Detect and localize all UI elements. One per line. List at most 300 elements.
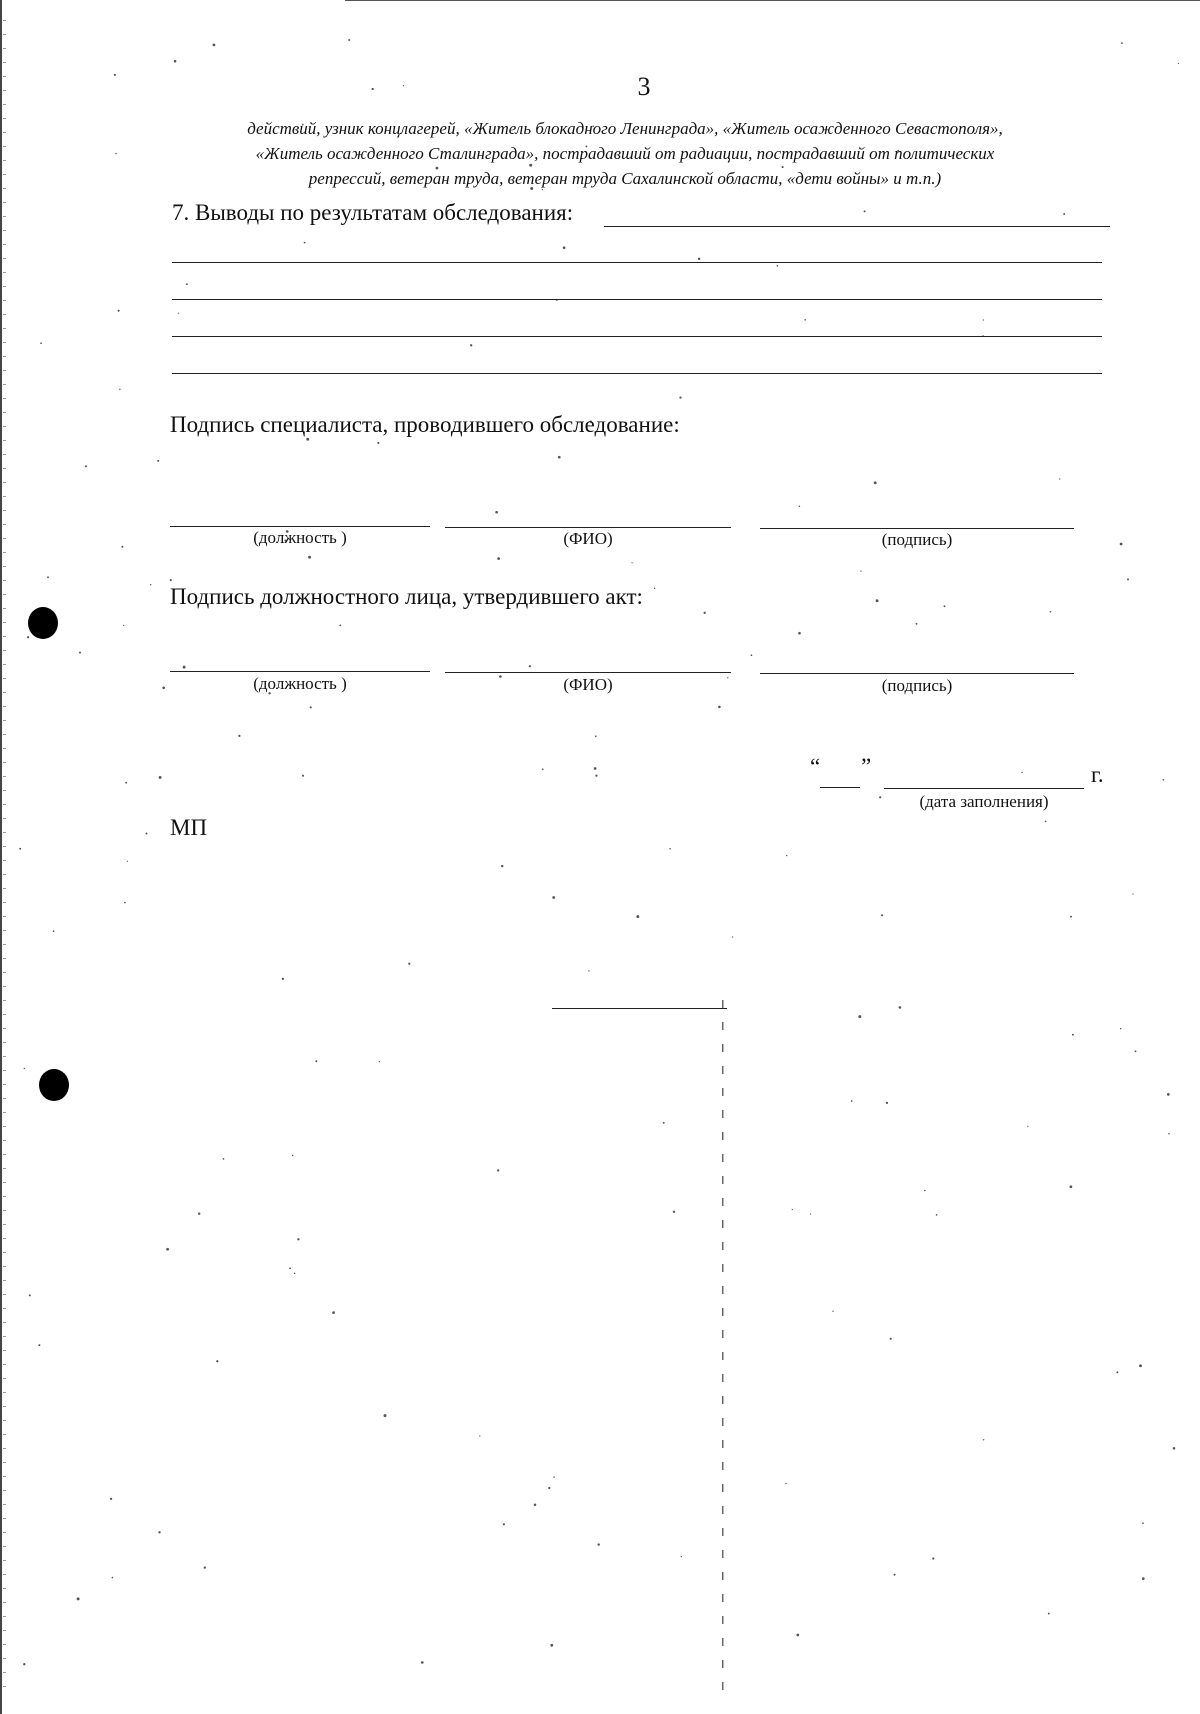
scan-speck [932, 1557, 934, 1559]
scan-speck [886, 1102, 888, 1104]
conclusions-line[interactable] [172, 336, 1102, 337]
edge-tick [3, 846, 6, 847]
scan-speck [304, 242, 306, 244]
scan-speck [213, 44, 216, 47]
scan-speck [1178, 63, 1179, 64]
edge-tick [3, 1644, 6, 1645]
edge-tick [3, 566, 6, 567]
scan-speck [119, 389, 120, 390]
scan-speck [916, 623, 918, 625]
conclusions-field[interactable] [604, 226, 1110, 227]
scan-speck [851, 1100, 853, 1102]
edge-tick [3, 622, 6, 623]
fold-mark [722, 1330, 724, 1338]
edge-tick [3, 1588, 6, 1589]
scan-speck [1072, 1034, 1074, 1036]
fold-mark [722, 1088, 724, 1096]
edge-tick [3, 314, 6, 315]
scan-speck [876, 599, 879, 602]
scan-speck [1070, 916, 1072, 918]
scan-speck [294, 1273, 295, 1274]
scan-speck [40, 342, 42, 344]
scan-speck [495, 511, 498, 514]
scan-speck [595, 775, 597, 777]
official-position-caption: (должность ) [253, 674, 347, 693]
scan-speck [799, 505, 801, 507]
scan-speck [631, 562, 632, 563]
edge-tick [3, 1126, 6, 1127]
edge-tick [3, 650, 6, 651]
scan-speck [894, 1574, 896, 1576]
edge-tick [3, 776, 6, 777]
scan-speck [127, 861, 128, 862]
edge-tick [3, 706, 6, 707]
edge-tick [3, 734, 6, 735]
fold-mark [722, 1044, 724, 1052]
edge-tick [3, 1616, 6, 1617]
scan-speck [183, 666, 186, 669]
scan-speck [302, 775, 304, 777]
category-note-line: действий, узник концлагерей, «Житель блокадного Ленинграда», «Житель осажденного Севастополя», [247, 119, 1003, 138]
fold-mark [722, 1572, 724, 1580]
specialist-signature-heading: Подпись специалиста, проводившего обследование: [170, 412, 680, 437]
scan-speck [663, 1122, 665, 1124]
edge-tick [3, 524, 6, 525]
scan-speck [785, 1483, 787, 1485]
scan-speck [158, 1531, 160, 1533]
scan-speck [53, 930, 55, 932]
fold-mark [722, 1176, 724, 1184]
edge-tick [3, 958, 6, 959]
fold-mark [722, 1660, 724, 1668]
fold-mark [722, 1440, 724, 1448]
edge-tick [3, 1014, 6, 1015]
edge-tick [3, 972, 6, 973]
edge-tick [3, 636, 6, 637]
scan-speck [118, 310, 120, 312]
scan-speck [553, 1476, 554, 1477]
edge-tick [3, 1196, 6, 1197]
fold-mark [722, 1132, 724, 1140]
edge-tick [3, 20, 6, 21]
scan-speck [479, 1435, 480, 1436]
scan-speck [339, 625, 341, 627]
scan-speck [1116, 1371, 1118, 1373]
scan-speck [1120, 1028, 1121, 1029]
fold-mark [722, 1616, 724, 1624]
edge-tick [3, 1672, 6, 1673]
scan-speck [310, 706, 312, 708]
scan-speck [890, 1338, 892, 1340]
edge-tick [3, 1042, 6, 1043]
fold-mark [722, 1242, 724, 1250]
fold-mark [722, 1418, 724, 1426]
scan-speck [159, 776, 162, 779]
scan-speck [421, 1661, 424, 1664]
edge-tick [3, 454, 6, 455]
edge-tick [3, 1406, 6, 1407]
official-signature-caption: (подпись) [881, 676, 953, 695]
specialist-signature-field[interactable] [760, 528, 1074, 529]
edge-tick [3, 692, 6, 693]
scan-speck [1070, 1185, 1073, 1188]
scan-speck [594, 767, 597, 770]
edge-tick [3, 440, 6, 441]
edge-tick [3, 608, 6, 609]
fold-mark [722, 1022, 724, 1030]
edge-tick [3, 104, 6, 105]
scan-speck [289, 1267, 291, 1269]
edge-tick [3, 594, 6, 595]
scan-speck [1059, 478, 1060, 479]
scan-speck [306, 438, 309, 441]
scan-speck [110, 1498, 112, 1500]
scan-speck [548, 1487, 550, 1489]
scan-speck [23, 1663, 25, 1665]
scan-speck [186, 283, 188, 285]
edge-tick [3, 1140, 6, 1141]
fold-mark [722, 1154, 724, 1162]
scan-speck [669, 848, 671, 850]
scan-speck [223, 1158, 225, 1160]
official-name-field[interactable] [445, 672, 731, 673]
scan-speck [501, 865, 503, 867]
conclusions-label: 7. Выводы по результатам обследования: [172, 200, 574, 225]
scan-speck [732, 936, 733, 937]
scan-speck [497, 1169, 499, 1171]
fold-mark [722, 1506, 724, 1514]
scan-speck [238, 735, 240, 737]
scan-speck [1162, 779, 1164, 781]
scan-speck [348, 39, 350, 41]
edge-tick [3, 174, 6, 175]
edge-tick [3, 1476, 6, 1477]
edge-tick [3, 272, 6, 273]
scan-speck [832, 1311, 833, 1312]
scan-speck [1063, 213, 1065, 215]
edge-tick [3, 1350, 6, 1351]
scan-speck [1142, 1522, 1144, 1524]
stamp-label: МП [170, 815, 208, 840]
scan-speck [681, 1556, 682, 1557]
scan-speck [79, 652, 81, 654]
scan-speck [1168, 1133, 1169, 1134]
scan-speck [198, 1212, 200, 1214]
edge-tick [3, 202, 6, 203]
specialist-name-caption: (ФИО) [563, 529, 613, 548]
scan-speck [798, 632, 801, 635]
edge-tick [3, 762, 6, 763]
scan-speck [698, 258, 700, 260]
edge-tick [3, 538, 6, 539]
edge-tick [3, 1420, 6, 1421]
official-position-field[interactable] [170, 671, 430, 672]
edge-tick [3, 258, 6, 259]
edge-tick [3, 216, 6, 217]
edge-tick [3, 986, 6, 987]
page-number: 3 [637, 72, 651, 101]
edge-tick [3, 818, 6, 819]
scan-speck [874, 481, 877, 484]
category-note-line: репрессий, ветеран труда, ветеран труда Сахалинской области, «дети войны» и т.п.) [308, 169, 942, 188]
edge-tick [3, 790, 6, 791]
edge-tick [3, 664, 6, 665]
edge-tick [3, 230, 6, 231]
edge-tick [3, 146, 6, 147]
edge-tick [3, 1294, 6, 1295]
scan-speck [983, 319, 984, 320]
scan-speck [673, 1211, 675, 1213]
specialist-signature-caption: (подпись) [881, 530, 953, 549]
scan-speck [804, 319, 806, 321]
date-year-suffix: г. [1091, 762, 1104, 787]
edge-tick [3, 1168, 6, 1169]
edge-tick [3, 580, 6, 581]
edge-tick [3, 118, 6, 119]
scan-speck [860, 570, 861, 571]
scan-speck [166, 1248, 169, 1251]
conclusions-line[interactable] [172, 262, 1102, 263]
scan-speck [1173, 1447, 1176, 1450]
scan-speck [292, 1155, 293, 1156]
punch-hole-upper [28, 607, 58, 639]
edge-tick [3, 1238, 6, 1239]
edge-tick [3, 1560, 6, 1561]
scan-speck [282, 978, 284, 980]
edge-tick [3, 1546, 6, 1547]
edge-tick [3, 62, 6, 63]
scan-speck [1142, 1577, 1145, 1580]
fold-mark [722, 1308, 724, 1316]
fold-mark [722, 1374, 724, 1382]
edge-tick [3, 1322, 6, 1323]
scan-speck [85, 465, 87, 467]
scan-speck [146, 833, 148, 835]
scan-speck [1127, 578, 1129, 580]
scan-speck [377, 442, 379, 444]
scan-speck [112, 1577, 114, 1579]
edge-tick [3, 1056, 6, 1057]
edge-tick [3, 1658, 6, 1659]
edge-tick [3, 1392, 6, 1393]
official-name-caption: (ФИО) [563, 675, 613, 694]
conclusions-line[interactable] [172, 373, 1102, 374]
fold-mark [722, 1352, 724, 1360]
edge-tick [3, 286, 6, 287]
scan-speck [552, 896, 555, 899]
scan-speck [1139, 1364, 1142, 1367]
scan-speck [1167, 1093, 1170, 1096]
edge-tick [3, 1518, 6, 1519]
scan-speck [216, 1360, 218, 1362]
scan-speck [777, 265, 779, 267]
edge-tick [3, 1462, 6, 1463]
scan-speck [879, 796, 881, 798]
edge-tick [3, 356, 6, 357]
scan-speck [29, 1294, 31, 1296]
stray-rule [552, 1008, 727, 1009]
edge-tick [3, 1448, 6, 1449]
date-month-field[interactable] [884, 788, 1084, 789]
scan-speck [563, 246, 566, 249]
scan-speck [899, 1006, 902, 1009]
fold-mark [722, 1264, 724, 1272]
edge-tick [3, 1280, 6, 1281]
edge-tick [3, 888, 6, 889]
edge-tick [3, 748, 6, 749]
fold-mark [722, 1682, 724, 1690]
scan-speck [27, 636, 29, 638]
edge-tick [3, 1490, 6, 1491]
scan-speck [1021, 772, 1022, 773]
edge-tick [3, 1266, 6, 1267]
scan-speck [792, 1209, 793, 1210]
edge-tick [3, 34, 6, 35]
scan-speck [178, 313, 179, 314]
scan-speck [174, 60, 177, 63]
scan-speck [751, 654, 753, 656]
fold-mark [722, 1110, 724, 1118]
scan-speck [1045, 821, 1047, 823]
edge-tick [3, 1154, 6, 1155]
scan-speck [124, 902, 126, 904]
edge-tick [3, 244, 6, 245]
scan-speck [704, 612, 706, 614]
scan-speck [497, 557, 500, 560]
edge-tick [3, 832, 6, 833]
scan-speck [944, 605, 946, 607]
edge-tick [3, 1434, 6, 1435]
fold-mark [722, 1220, 724, 1228]
edge-tick [3, 1364, 6, 1365]
scan-speck [858, 1015, 861, 1018]
fold-mark [722, 1066, 724, 1074]
edge-tick [3, 1602, 6, 1603]
edge-tick [3, 1378, 6, 1379]
scan-speck [47, 576, 49, 578]
scan-speck [332, 1311, 335, 1314]
scan-speck [786, 855, 787, 856]
edge-tick [3, 874, 6, 875]
edge-tick [3, 300, 6, 301]
edge-tick [3, 160, 6, 161]
scan-speck [718, 706, 721, 709]
scan-speck [115, 153, 117, 155]
scan-speck [125, 782, 127, 784]
scan-speck [1132, 893, 1133, 894]
edge-tick [3, 678, 6, 679]
edge-tick [3, 384, 6, 385]
edge-tick [3, 1000, 6, 1001]
edge-tick [3, 398, 6, 399]
edge-tick [3, 328, 6, 329]
date-close-quote: ” [861, 754, 872, 779]
scan-speck [924, 1190, 926, 1192]
scan-speck [38, 1344, 40, 1346]
scan-speck [297, 1238, 299, 1240]
scan-speck [864, 210, 866, 212]
scan-speck [470, 344, 472, 346]
edge-tick [3, 48, 6, 49]
scan-speck [379, 1061, 380, 1062]
fold-mark [722, 1638, 724, 1646]
scan-speck [588, 970, 589, 971]
fold-mark [722, 1550, 724, 1558]
edge-tick [3, 1210, 6, 1211]
conclusions-line[interactable] [172, 299, 1102, 300]
edge-tick [3, 804, 6, 805]
punch-hole-lower [39, 1069, 69, 1101]
scan-speck [595, 735, 597, 737]
fold-mark [722, 1000, 724, 1008]
scan-speck [24, 1068, 25, 1069]
fold-mark [722, 1286, 724, 1294]
fold-mark [722, 1198, 724, 1206]
fold-mark [722, 1594, 724, 1602]
date-caption: (дата заполнения) [919, 792, 1049, 811]
edge-tick [3, 342, 6, 343]
edge-tick [3, 902, 6, 903]
specialist-name-field[interactable] [445, 527, 731, 528]
fold-mark [722, 1462, 724, 1470]
scan-speck [408, 963, 410, 965]
scan-speck [157, 460, 159, 462]
scan-speck [308, 556, 311, 559]
fold-mark [722, 1396, 724, 1404]
scan-speck [19, 848, 21, 850]
scan-speck [170, 579, 172, 581]
edge-tick [3, 1182, 6, 1183]
edge-tick [3, 1112, 6, 1113]
edge-tick [3, 1098, 6, 1099]
scan-speck [503, 1523, 505, 1525]
date-open-quote: “ [810, 754, 821, 779]
edge-tick [3, 482, 6, 483]
scan-speck [597, 1543, 599, 1545]
specialist-position-field[interactable] [170, 526, 430, 527]
edge-tick [3, 132, 6, 133]
edge-tick [3, 1070, 6, 1071]
edge-tick [3, 496, 6, 497]
category-note-line: «Житель осажденного Сталинграда», пострадавший от радиации, пострадавший от политических [255, 144, 995, 163]
category-note [150, 116, 1100, 191]
scan-speck [936, 1214, 938, 1216]
scan-speck [558, 456, 561, 459]
official-signature-field[interactable] [760, 673, 1074, 674]
edge-tick [3, 426, 6, 427]
scan-speck [534, 1504, 537, 1507]
scan-speck [1050, 611, 1052, 613]
scan-speck [881, 914, 883, 916]
edge-tick [3, 916, 6, 917]
edge-tick [3, 1686, 6, 1687]
edge-tick [3, 720, 6, 721]
scan-speck [121, 546, 123, 548]
edge-tick [3, 1574, 6, 1575]
edge-tick [3, 1308, 6, 1309]
scan-speck [542, 768, 544, 770]
edge-tick [3, 188, 6, 189]
scan-speck [1048, 1613, 1050, 1615]
date-day-field[interactable] [820, 787, 860, 788]
edge-tick [3, 1252, 6, 1253]
fold-mark [722, 1484, 724, 1492]
edge-tick [3, 1084, 6, 1085]
scan-speck [550, 1644, 553, 1647]
edge-tick [3, 1532, 6, 1533]
edge-tick [3, 1630, 6, 1631]
edge-tick [3, 468, 6, 469]
